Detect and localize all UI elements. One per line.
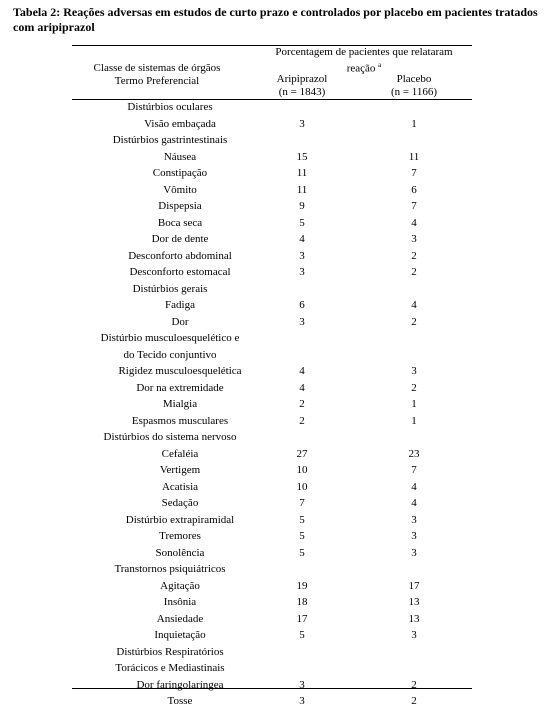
table-row	[0, 627, 544, 644]
term-label	[90, 413, 270, 430]
placebo-value: 3	[411, 233, 417, 245]
category-row	[0, 330, 544, 363]
placebo-value: 11	[408, 150, 420, 163]
label-line: Torácicos e Mediastinais	[115, 662, 225, 674]
aripiprazol-value: 11	[296, 167, 308, 179]
term-label	[90, 495, 270, 512]
term-label	[90, 627, 270, 644]
category-label	[75, 330, 265, 363]
aripiprazol-value: 15	[296, 150, 308, 163]
column-header-class-line1: Classe de sistemas de órgãos	[93, 62, 221, 74]
aripiprazol-value: 10	[296, 464, 308, 476]
term-label	[90, 479, 270, 496]
table-row	[0, 314, 544, 331]
label-line: Ansiedade	[156, 612, 204, 625]
column-header-placebo-name: Placebo	[396, 73, 432, 85]
table-caption: Tabela 2: Reações adversas em estudos de curto prazo e controlados por placebo em pacientes tratados com aripiprazol	[13, 5, 538, 34]
aripiprazol-value: 2	[299, 414, 305, 427]
column-header-percentage-line1: Porcentagem de pacientes que relataram	[275, 46, 453, 58]
category-label	[75, 429, 265, 446]
aripiprazol-value: 9	[299, 200, 305, 212]
aripiprazol-value: 5	[299, 546, 305, 559]
aripiprazol-value: 5	[299, 216, 305, 229]
term-label	[90, 396, 270, 413]
aripiprazol-value: 5	[299, 629, 305, 641]
aripiprazol-value: 3	[299, 315, 305, 328]
placebo-value: 7	[411, 464, 417, 476]
column-header-aripiprazol-name: Aripiprazol	[276, 73, 328, 85]
label-line: Insônia	[163, 596, 197, 608]
aripiprazol-value: 3	[299, 266, 305, 278]
label-line: Constipação	[152, 167, 208, 179]
placebo-value: 4	[411, 299, 417, 311]
placebo-value: 7	[411, 200, 417, 212]
label-line: Distúrbios gastrintestinais	[112, 134, 228, 146]
table-row	[0, 693, 544, 710]
label-line: Tosse	[167, 695, 193, 707]
table-row	[0, 363, 544, 380]
aripiprazol-value: 5	[299, 513, 305, 526]
placebo-value: 3	[411, 365, 417, 377]
term-label	[90, 512, 270, 529]
table-row	[0, 231, 544, 248]
term-label	[90, 182, 270, 199]
term-label	[90, 528, 270, 545]
category-label	[75, 132, 265, 149]
placebo-value: 2	[411, 381, 417, 394]
term-label	[90, 677, 270, 694]
label-line: Desconforto abdominal	[128, 249, 232, 262]
term-label	[90, 264, 270, 281]
term-label	[90, 297, 270, 314]
term-label	[90, 248, 270, 265]
aripiprazol-value: 5	[299, 530, 305, 542]
term-label	[90, 231, 270, 248]
label-line: Distúrbios do sistema nervoso	[103, 431, 237, 443]
table-row	[0, 264, 544, 281]
label-line: Vertigem	[159, 464, 201, 476]
table-row	[0, 165, 544, 182]
label-line: Visão embaçada	[144, 117, 216, 130]
label-line: Vômito	[163, 183, 197, 196]
placebo-value: 1	[411, 398, 417, 410]
label-line: Desconforto estomacal	[129, 266, 231, 278]
category-row	[0, 561, 544, 578]
aripiprazol-value: 3	[299, 117, 305, 130]
label-line: Distúrbio musculoesquelético e	[100, 332, 240, 344]
term-label	[90, 165, 270, 182]
aripiprazol-value: 3	[299, 695, 305, 707]
term-label	[90, 545, 270, 562]
label-line: Espasmos musculares	[131, 414, 229, 427]
aripiprazol-value: 7	[299, 497, 305, 509]
label-line: Tremores	[159, 530, 201, 542]
term-label	[90, 380, 270, 397]
placebo-value: 2	[411, 266, 417, 278]
label-line: Fadiga	[165, 299, 195, 311]
aripiprazol-value: 11	[296, 183, 308, 196]
term-label	[90, 215, 270, 232]
placebo-value: 1	[411, 414, 417, 427]
table-row	[0, 149, 544, 166]
term-label	[90, 446, 270, 463]
category-row	[0, 429, 544, 446]
term-label	[90, 578, 270, 595]
label-line: Acatisia	[161, 480, 199, 493]
term-label	[90, 363, 270, 380]
label-line: Dor faringolaríngea	[136, 678, 224, 691]
category-row	[0, 99, 544, 116]
aripiprazol-value: 27	[296, 447, 308, 460]
aripiprazol-value: 4	[299, 365, 305, 377]
term-label	[90, 462, 270, 479]
aripiprazol-value: 17	[296, 612, 308, 625]
placebo-value: 23	[408, 447, 420, 460]
table-row	[0, 198, 544, 215]
table-row	[0, 594, 544, 611]
aripiprazol-value: 4	[299, 381, 305, 394]
category-label	[75, 561, 265, 578]
table-row	[0, 182, 544, 199]
aripiprazol-value: 6	[299, 299, 305, 311]
placebo-value: 13	[408, 596, 420, 608]
placebo-value: 4	[411, 216, 417, 229]
column-header-class-line2: Termo Preferencial	[114, 75, 200, 87]
placebo-value: 13	[408, 612, 420, 625]
placebo-value: 2	[411, 249, 417, 262]
placebo-value: 7	[411, 167, 417, 179]
category-row	[0, 281, 544, 298]
placebo-value: 3	[411, 546, 417, 559]
table-row	[0, 396, 544, 413]
table-row	[0, 462, 544, 479]
label-line: Agitação	[160, 579, 200, 592]
table-row	[0, 611, 544, 628]
aripiprazol-value: 4	[299, 233, 305, 245]
placebo-value: 17	[408, 579, 420, 592]
table-row	[0, 479, 544, 496]
placebo-value: 2	[411, 315, 417, 328]
table-row	[0, 495, 544, 512]
label-line: Dor	[171, 315, 189, 328]
category-label	[75, 99, 265, 116]
label-line: Distúrbios oculares	[127, 101, 213, 113]
label-line: Distúrbio extrapiramidal	[125, 513, 235, 526]
table-row	[0, 297, 544, 314]
placebo-value: 6	[411, 183, 417, 196]
category-row	[0, 644, 544, 677]
label-line: Rigidez musculoesquelética	[118, 365, 242, 377]
table-row	[0, 677, 544, 694]
label-line: Distúrbios gerais	[132, 282, 208, 295]
table-row	[0, 248, 544, 265]
label-line: Transtornos psiquiátricos	[114, 563, 226, 575]
aripiprazol-value: 2	[299, 398, 305, 410]
label-line: Inquietação	[154, 629, 206, 641]
table-row	[0, 215, 544, 232]
term-label	[90, 693, 270, 710]
label-line: Sonolência	[155, 546, 205, 559]
table-row	[0, 446, 544, 463]
aripiprazol-value: 3	[299, 249, 305, 262]
aripiprazol-value: 10	[296, 480, 308, 493]
table-bottom-rule	[72, 688, 472, 689]
placebo-value: 4	[411, 480, 417, 493]
label-line: Dispepsia	[158, 200, 202, 212]
footnote-marker: a	[378, 61, 382, 69]
table-row	[0, 545, 544, 562]
placebo-value: 3	[411, 629, 417, 641]
column-header-percentage-word: reação	[346, 62, 376, 75]
category-label	[75, 644, 265, 677]
table-row	[0, 512, 544, 529]
term-label	[90, 149, 270, 166]
table-row	[0, 380, 544, 397]
label-line: Dor de dente	[151, 233, 209, 245]
table-row	[0, 116, 544, 133]
label-line: do Tecido conjuntivo	[123, 348, 217, 361]
category-label	[75, 281, 265, 298]
term-label	[90, 314, 270, 331]
aripiprazol-value: 19	[296, 579, 308, 592]
table-row	[0, 528, 544, 545]
column-header-placebo-n: (n = 1166)	[390, 86, 438, 98]
placebo-value: 2	[411, 695, 417, 707]
placebo-value: 3	[411, 530, 417, 542]
table-row	[0, 578, 544, 595]
table-row	[0, 413, 544, 430]
placebo-value: 4	[411, 497, 417, 509]
label-line: Boca seca	[157, 216, 203, 229]
term-label	[90, 198, 270, 215]
placebo-value: 1	[411, 117, 417, 130]
term-label	[90, 611, 270, 628]
label-line: Mialgia	[162, 398, 198, 410]
label-line: Náusea	[163, 150, 197, 163]
placebo-value: 2	[411, 678, 417, 691]
placebo-value: 3	[411, 513, 417, 526]
label-line: Dor na extremidade	[136, 381, 224, 394]
aripiprazol-value: 18	[296, 596, 308, 608]
label-line: Distúrbios Respiratórios	[116, 645, 224, 658]
label-line: Cefaléia	[161, 447, 199, 460]
term-label	[90, 116, 270, 133]
term-label	[90, 594, 270, 611]
aripiprazol-value: 3	[299, 678, 305, 691]
category-row	[0, 132, 544, 149]
label-line: Sedação	[161, 497, 199, 509]
column-header-aripiprazol-n: (n = 1843)	[278, 86, 326, 98]
